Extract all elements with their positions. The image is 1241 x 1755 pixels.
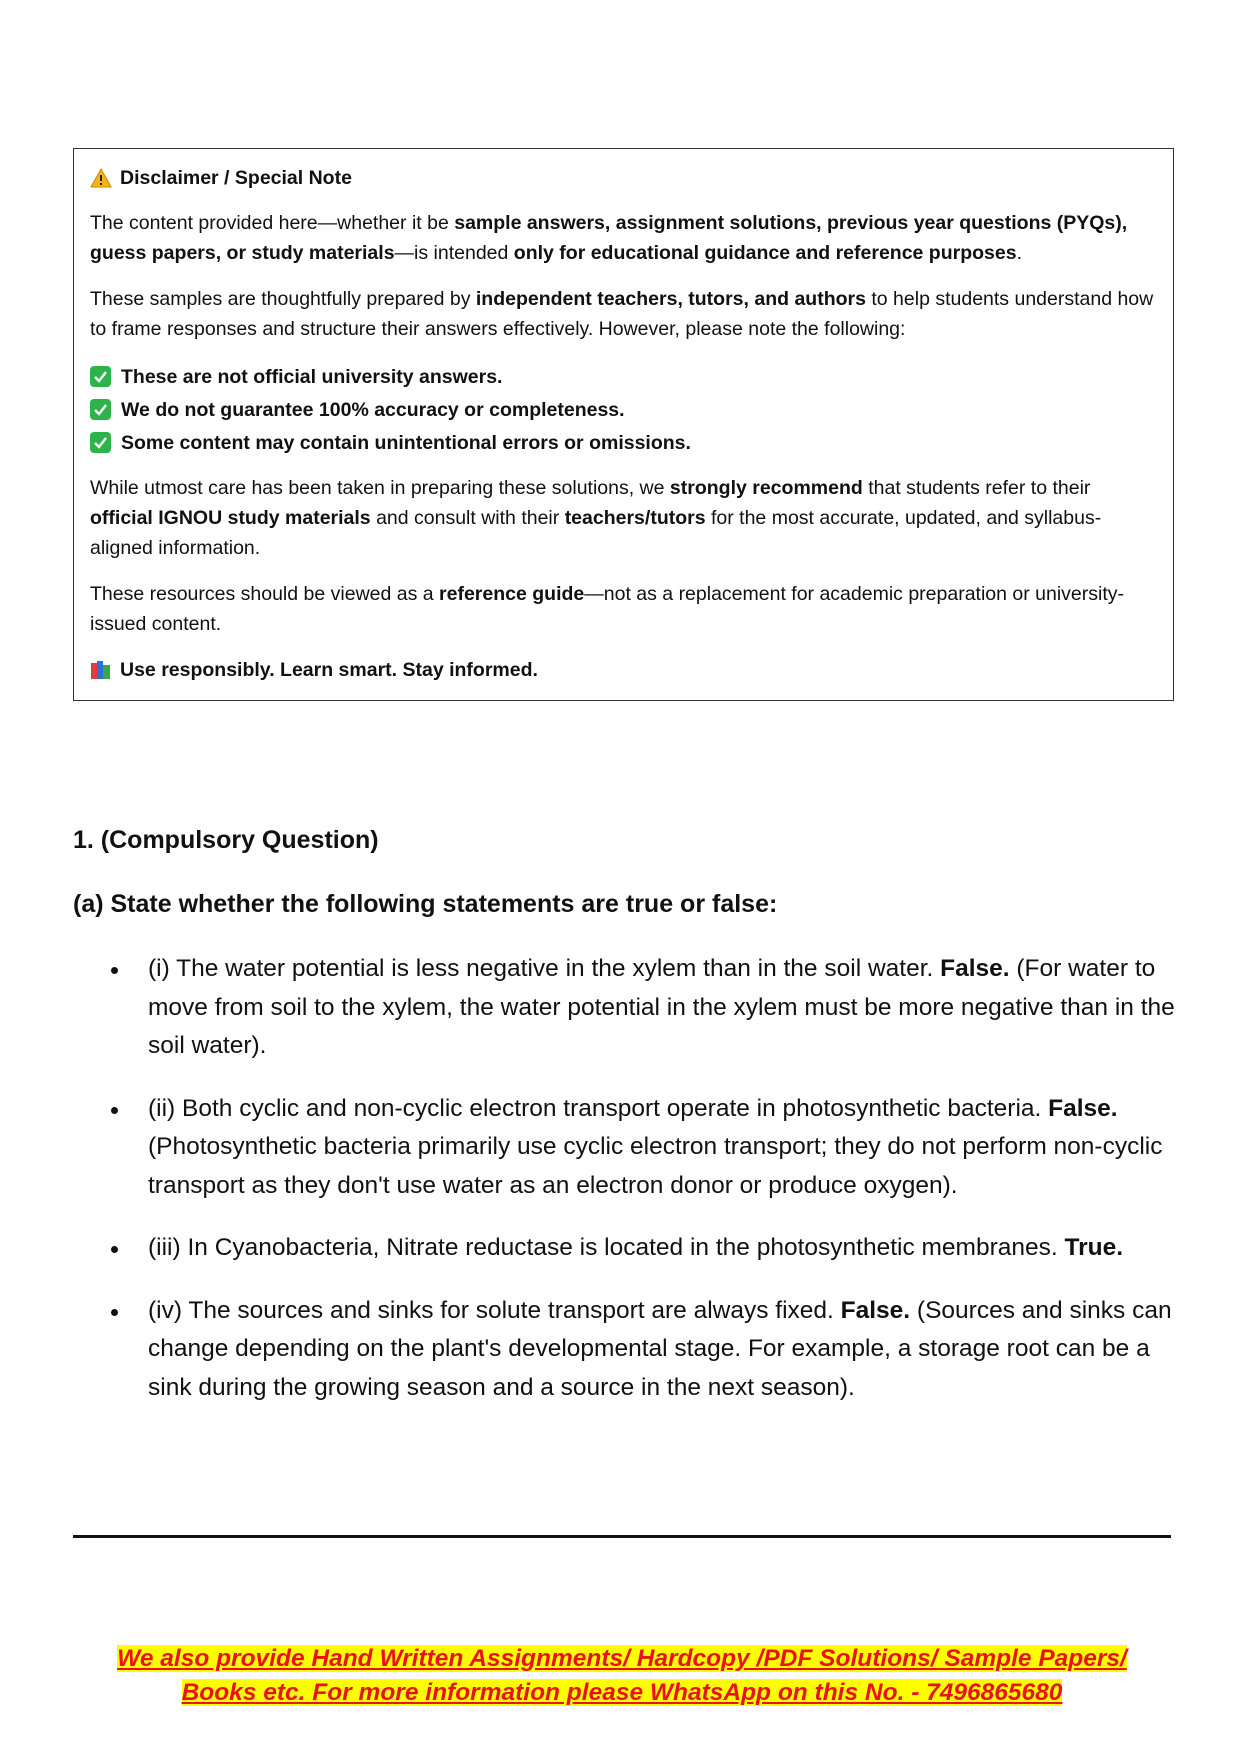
bold-text: only for educational guidance and reference purposes [513, 242, 1017, 264]
check-item-text: We do not guarantee 100% accuracy or completeness. [121, 398, 625, 421]
text-run: These samples are thoughtfully prepared by [90, 288, 476, 310]
promo-line-1: We also provide Hand Written Assignments/ Hardcopy /PDF Solutions/ Sample Papers/ [117, 1645, 1127, 1672]
bold-text: strongly recommend [669, 477, 863, 499]
bold-text: False. [940, 955, 1010, 982]
disclaimer-para-1 [90, 208, 1157, 268]
text-run: These resources should be viewed as a [90, 583, 440, 605]
disclaimer-closing [90, 655, 1157, 685]
bold-text: False. [840, 1296, 911, 1324]
answer-item [105, 1229, 1175, 1268]
text-run: to help students understand how to frame responses and structure their answers effectively. However, please note the following: [90, 288, 1154, 340]
answer-list [105, 950, 1175, 1431]
answer-item [105, 1292, 1175, 1408]
bold-text: sample answers, assignment solutions, previous year questions (PYQs), guess papers, or study materials [90, 212, 1128, 264]
bold-text: independent teachers, tutors, and authors [475, 288, 866, 310]
text-run: While utmost care has been taken in preparing these solutions, we [90, 477, 670, 499]
text-run: . [1016, 242, 1023, 264]
text-run: (i) The water potential is less negative in the xylem than in the soil water. [148, 955, 941, 982]
check-item [90, 426, 1157, 459]
check-box-icon [90, 366, 111, 387]
text-run: (ii) Both cyclic and non-cyclic electron transport operate in photosynthetic bacteria. [148, 1094, 1049, 1122]
text-run: that students refer to their [862, 477, 1091, 499]
bold-text: True. [1064, 1234, 1124, 1261]
check-box-icon [90, 432, 111, 453]
disclaimer-closing-text: Use responsibly. Learn smart. Stay informed. [120, 659, 538, 681]
disclaimer-heading [90, 163, 1157, 193]
check-item [90, 393, 1157, 426]
check-box-icon [90, 399, 111, 420]
text-run: (Photosynthetic bacteria primarily use cyclic electron transport; they do not perform non-cyclic transport as they don't use water as an electron donor or produce oxygen). [148, 1133, 1163, 1199]
bold-text: False. [1048, 1094, 1118, 1122]
text-run: —is intended [394, 242, 514, 264]
question-title: 1. (Compulsory Question) [73, 826, 379, 854]
text-run: and consult with their [370, 507, 565, 529]
check-item-text: Some content may contain unintentional errors or omissions. [121, 431, 691, 454]
text-run: —not as a replacement for academic preparation or university-issued content. [90, 583, 1125, 635]
answer-item [105, 950, 1175, 1066]
books-icon [90, 659, 112, 681]
question-subtitle: (a) State whether the following statements are true or false: [73, 890, 778, 918]
warning-icon [90, 168, 112, 188]
disclaimer-para-2 [90, 284, 1157, 344]
text-run: (Sources and sinks can change depending on the plant's developmental stage. For example, a storage root can be a sink during the growing season and a source in the next season). [148, 1296, 1172, 1401]
text-run: The content provided here—whether it be [90, 212, 455, 234]
bold-text: official IGNOU study materials [90, 507, 371, 529]
text-run: (iv) The sources and sinks for solute transport are always fixed. [148, 1296, 841, 1324]
text-run: (For water to move from soil to the xylem, the water potential in the xylem must be more negative than in the soil water). [148, 955, 1175, 1059]
disclaimer-heading-text: Disclaimer / Special Note [120, 167, 352, 189]
answer-item [105, 1090, 1175, 1206]
disclaimer-para-4 [90, 579, 1157, 639]
text-run: for the most accurate, updated, and syllabus-aligned information. [90, 507, 1102, 559]
check-item-text: These are not official university answers. [121, 365, 503, 388]
text-run: (iii) In Cyanobacteria, Nitrate reductase is located in the photosynthetic membranes. [148, 1234, 1065, 1261]
disclaimer-para-3 [90, 473, 1157, 563]
bold-text: teachers/tutors [564, 507, 706, 529]
section-divider [73, 1535, 1171, 1538]
promo-banner [73, 1642, 1171, 1710]
check-item [90, 360, 1157, 393]
bold-text: reference guide [439, 583, 585, 605]
disclaimer-box [73, 148, 1174, 701]
disclaimer-check-list [90, 360, 1157, 459]
promo-line-2: Books etc. For more information please WhatsApp on this No. - 7496865680 [181, 1679, 1063, 1706]
